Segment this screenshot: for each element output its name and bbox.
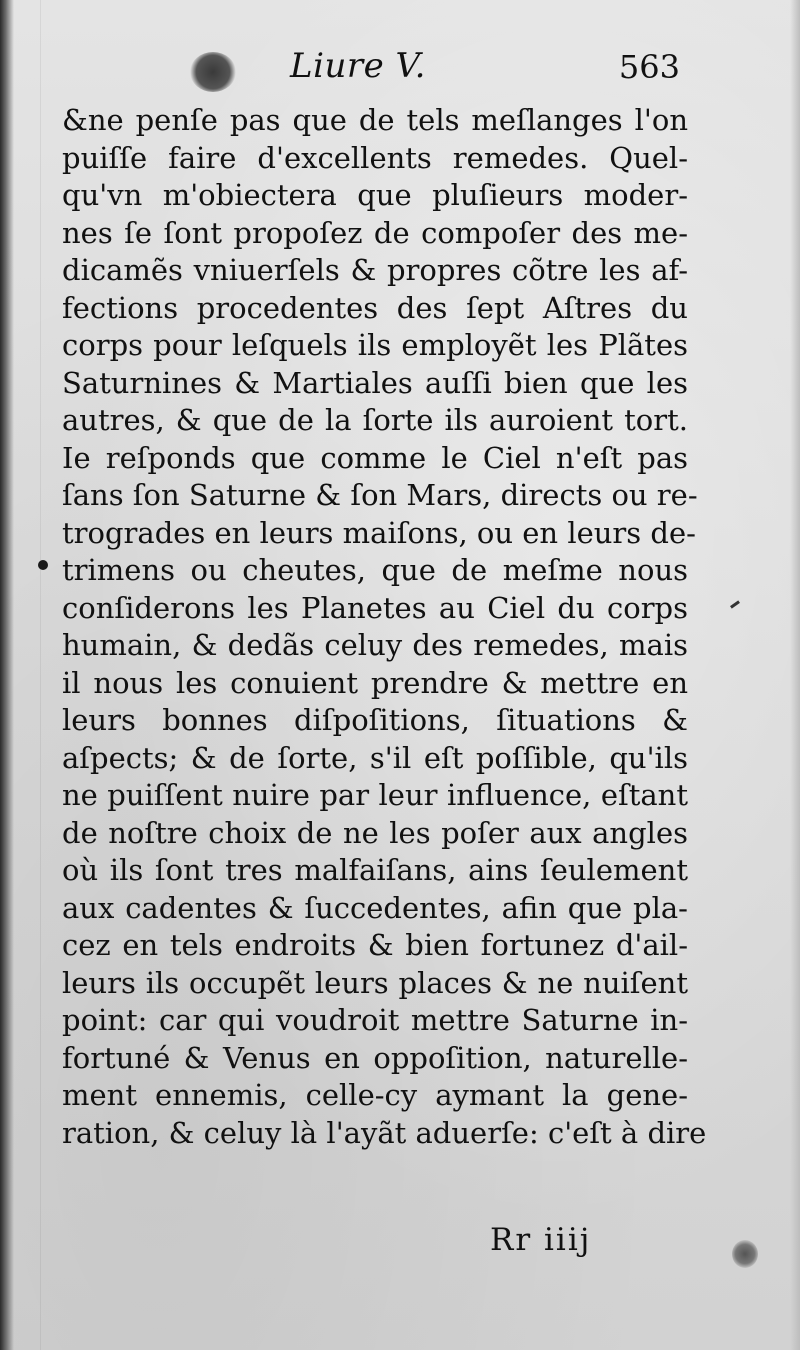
text-line: où ils ſont tres malfaiſans, ains ſeulement [62, 853, 688, 887]
text-line: cez en tels endroits & bien fortunez d'ail- [62, 928, 688, 962]
text-line: humain, & dedãs celuy des remedes, mais [62, 628, 688, 662]
binding-shadow [0, 0, 14, 1350]
body-text [62, 102, 707, 1152]
margin-dot [38, 560, 48, 570]
text-line: il nous les conuient prendre & mettre en [62, 665, 688, 700]
fold-line [40, 0, 41, 1350]
text-line: point: car qui voudroit mettre Saturne in- [62, 1003, 688, 1037]
text-line: &ne penſe pas que de tels meſlanges l'on [62, 103, 688, 137]
text-line: fections procedentes des ſept Aſtres du [62, 290, 688, 325]
text-line: aux cadentes & ſuccedentes, afin que pla- [62, 890, 688, 925]
text-line: Ie reſponds que comme le Ciel n'eſt pas [62, 440, 688, 475]
text-line: ſans ſon Saturne & ſon Mars, directs ou re- [62, 478, 698, 512]
text-line: leurs bonnes diſpoſitions, ſituations & [62, 703, 688, 737]
text-line: autres, & que de la ſorte ils auroient tort. [62, 403, 688, 437]
signature-mark: Rr iiij [490, 1222, 592, 1258]
text-line: conſiderons les Planetes au Ciel du corps [62, 590, 688, 625]
text-line: ne puiſſent nuire par leur influence, eſtant [62, 778, 688, 812]
text-line: trimens ou cheutes, que de meſme nous [62, 553, 688, 587]
text-line: trogrades en leurs maiſons, ou en leurs de- [62, 515, 696, 550]
page-header [290, 46, 680, 96]
margin-mark [730, 600, 740, 608]
text-line: ment ennemis, celle-cy aymant la gene- [62, 1078, 688, 1112]
page-number: 563 [618, 48, 680, 86]
text-line: puiſſe faire d'excellents remedes. Quel- [62, 140, 688, 175]
text-line: aſpects; & de ſorte, s'il eſt poſſible, qu'ils [62, 740, 688, 775]
running-title: Liure V. [290, 46, 426, 86]
text-line: fortuné & Venus en oppoſition, naturelle- [62, 1040, 688, 1075]
page-edge [790, 0, 800, 1350]
text-line: de noſtre choix de ne les poſer aux angles [62, 815, 688, 850]
ink-stain [190, 52, 236, 92]
text-line: ration, & celuy là l'ayãt aduerſe: c'eſt à dire [62, 1115, 707, 1150]
text-line: qu'vn m'obiectera que pluſieurs moder- [62, 178, 688, 212]
text-line: corps pour leſquels ils employẽt les Plãtes [62, 328, 688, 362]
text-line: Saturnines & Martiales auſſi bien que les [62, 365, 688, 400]
text-line: leurs ils occupẽt leurs places & ne nuiſent [62, 965, 688, 1000]
text-line: dicamẽs vniuerſels & propres cõtre les af- [62, 253, 688, 287]
text-line: nes ſe ſont propoſez de compoſer des me- [62, 215, 688, 250]
ink-stain [732, 1240, 758, 1268]
